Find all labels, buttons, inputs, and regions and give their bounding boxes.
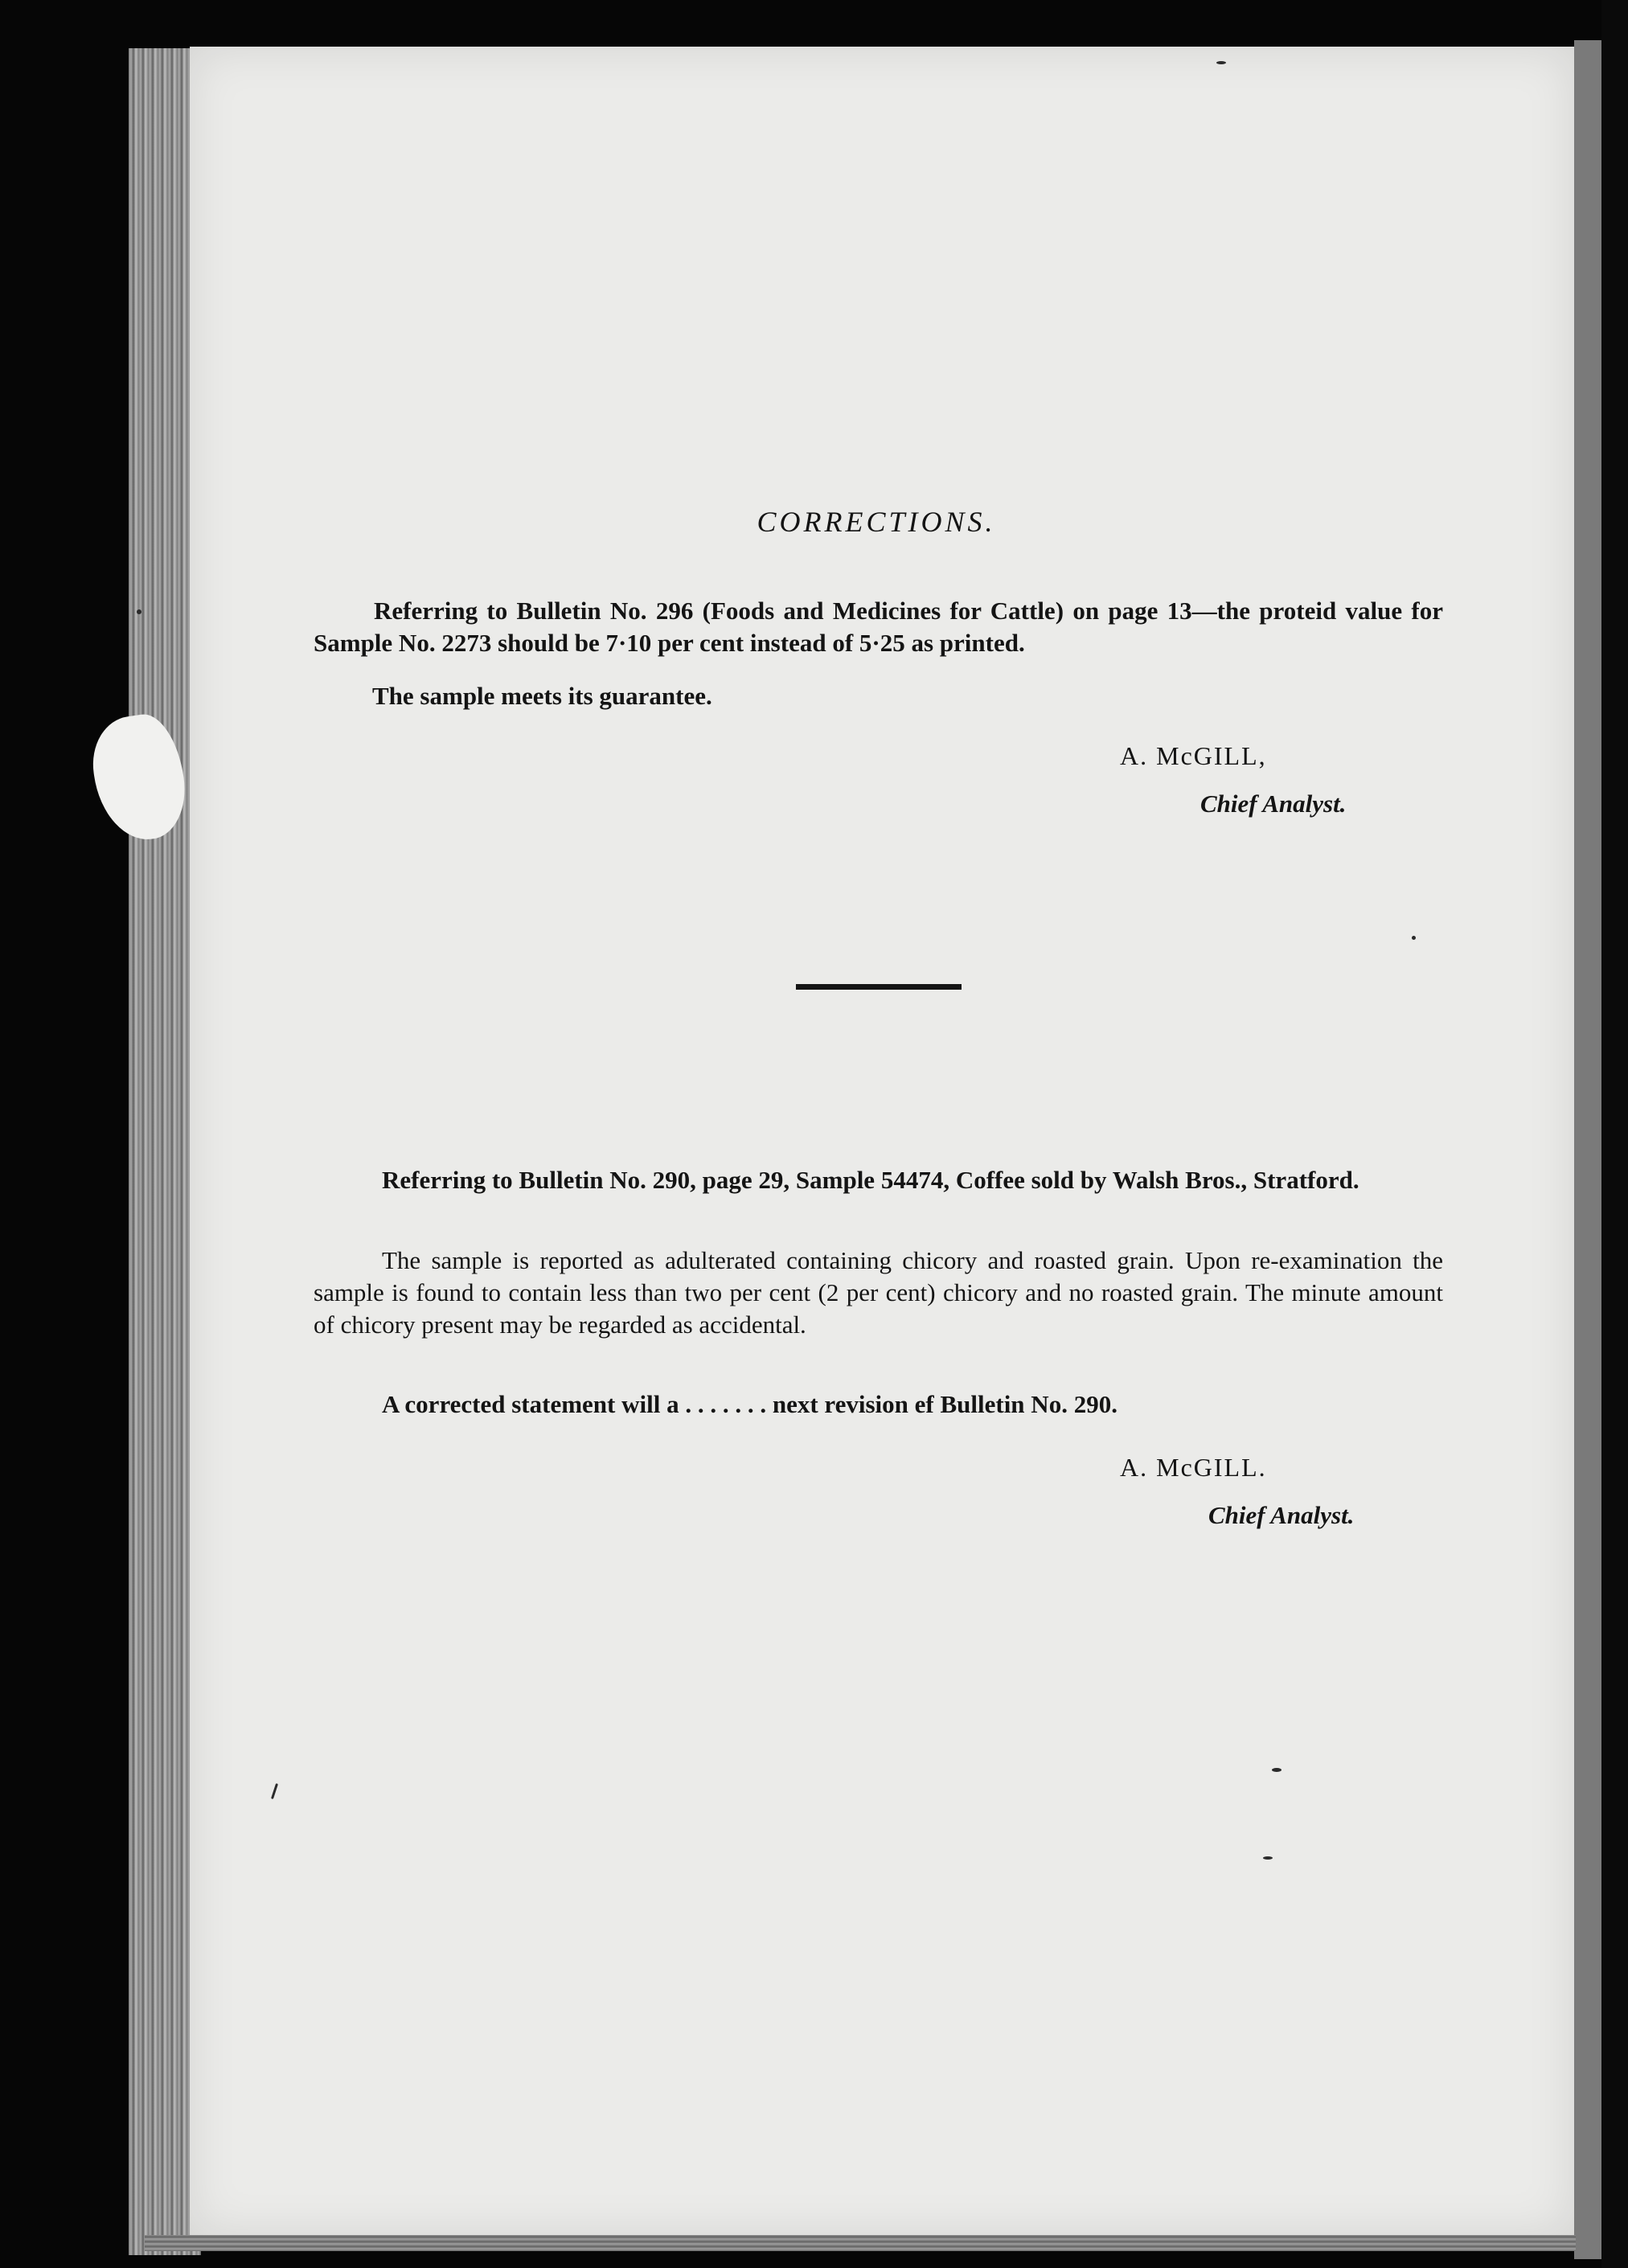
page-edges-bottom xyxy=(145,2235,1576,2251)
speck xyxy=(137,609,141,614)
signature-title: Chief Analyst. xyxy=(1208,1501,1355,1529)
corrections-heading: CORRECTIONS. xyxy=(757,506,996,538)
signature-name: A. McGILL, xyxy=(1120,741,1267,770)
correction-2-statement: A corrected statement will a . . . . . . . next revision ef Bulletin No. 290. xyxy=(382,1390,1117,1418)
correction-2-paragraph: Referring to Bulletin No. 290, page 29, Sample 54474, Coffee sold by Walsh Bros., Stratford. xyxy=(382,1166,1359,1194)
binding-board xyxy=(1574,40,1601,2259)
speck xyxy=(1263,1856,1273,1860)
scan-background xyxy=(1601,0,1628,2268)
signature-title: Chief Analyst. xyxy=(1200,789,1347,818)
document-page xyxy=(190,47,1574,2237)
speck xyxy=(1216,61,1226,64)
speck xyxy=(1272,1768,1281,1772)
signature-name: A. McGILL. xyxy=(1120,1453,1267,1482)
section-divider xyxy=(796,984,962,990)
correction-1-paragraph: Referring to Bulletin No. 296 (Foods and Medicines for Cattle) on page 13—the proteid value for Sample No. 2273 should be 7·10 per cent instead of 5·25 as printed. xyxy=(314,597,1443,657)
speck xyxy=(1412,936,1416,940)
correction-1-note: The sample meets its guarantee. xyxy=(372,682,712,710)
correction-2-body: The sample is reported as adulterated containing chicory and roasted grain. Upon re-examination the sample is found to contain less than two per cent (2 per cent) chicory and no roasted grain. The minute amount of chicory present may be regarded as accidental. xyxy=(314,1246,1443,1339)
